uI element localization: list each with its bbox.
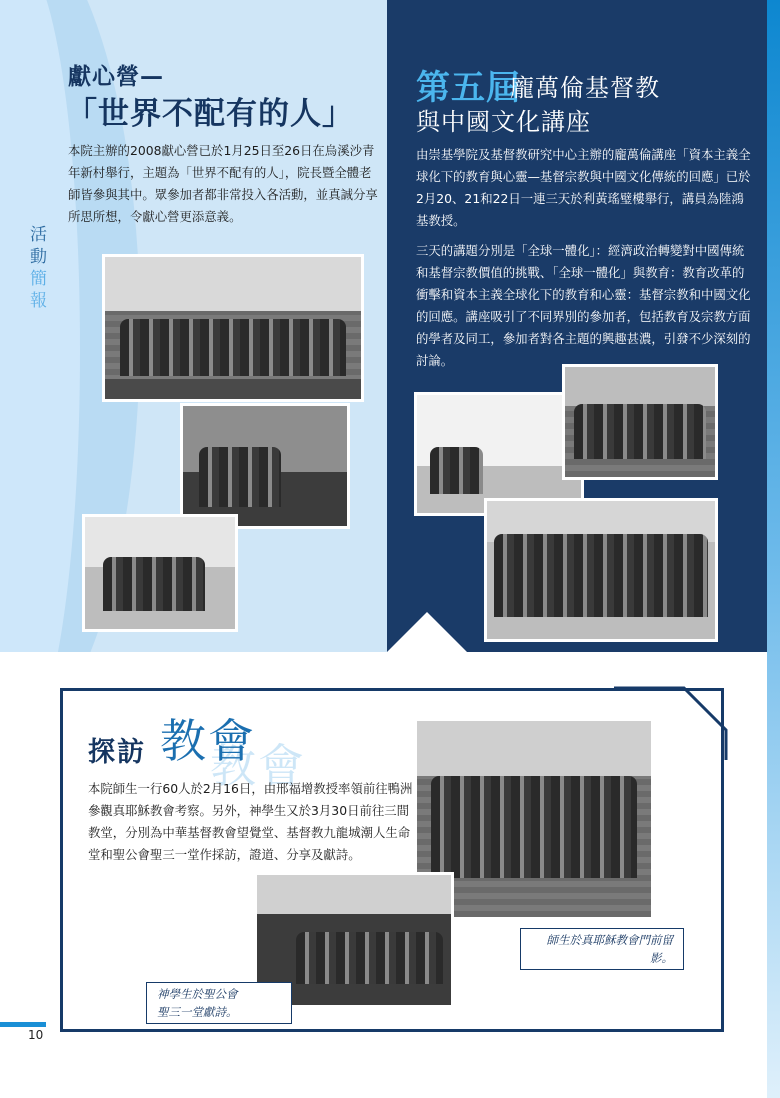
left-article-title-line2: 「世界不配有的人」	[66, 96, 354, 132]
section-side-label	[30, 224, 46, 312]
left-article-body: 本院主辦的2008獻心營已於1月25日至26日在烏溪沙青年新村舉行，主題為「世界不配有的人」，院長暨全體老師皆參與其中。眾參加者都非常投入各活動，並真誠分享所思所想，令獻心營更添意義。	[68, 143, 378, 224]
side-label-char: 簡	[30, 269, 47, 289]
page-number-rule	[0, 1022, 46, 1027]
church-photo-caption: 師生於真耶穌教會門前留影。	[520, 928, 684, 970]
side-label-char: 活	[30, 225, 47, 245]
right-article-paragraph: 三天的講題分別是「全球一體化」：經濟政治轉變對中國傳統和基督宗教價值的挑戰、「全球一體化」與教育：教育改革的衝擊和資本主義全球化下的教育和心靈：基督宗教和中國文化的回應。講座吸引了不同界別的參加者，包括教育及宗教方面的學者及同工，參加者對各主題的興趣甚濃，引發不少深刻的討論。	[416, 243, 751, 368]
decorative-wedge	[387, 612, 467, 652]
camp-chairs-photo	[82, 514, 238, 632]
lecture-group-photo	[484, 498, 718, 642]
right-article-title-rest: 龐萬倫基督教	[510, 74, 660, 102]
camp-group-photo	[102, 254, 364, 402]
camp-sharing-photo	[180, 403, 350, 529]
church-visit-title-shadow: 教會	[210, 739, 306, 793]
choir-photo-caption	[146, 982, 292, 1024]
right-article-title-line2: 與中國文化講座	[416, 108, 591, 136]
side-label-char: 動	[30, 247, 47, 267]
choir-caption-line: 神學生於聖公會	[157, 987, 238, 1001]
church-visit-title-part1: 探訪	[88, 737, 146, 768]
choir-caption-line: 聖三一堂獻詩。	[157, 1005, 238, 1019]
church-visit-body: 本院師生一行60人於2月16日，由邢福增教授率領前往鴨洲參觀真耶穌教會考察。另外，神學生又於3月30日前往三間教堂，分別為中華基督教會望覺堂、基督教九龍城潮人生命堂和聖公會聖三一堂作採訪，證道、分享及獻詩。	[88, 781, 413, 862]
right-article-paragraph: 由崇基學院及基督教研究中心主辦的龐萬倫講座「資本主義全球化下的教育與心靈—基督宗教與中國文化傳統的回應」已於2月20、21和22日一連三天於利黃瑤璧樓舉行，講員為陸鴻基教授。	[416, 147, 751, 228]
right-article-title-highlight: 第五屆	[416, 68, 521, 108]
page-number: 10	[28, 1028, 44, 1042]
right-article-body	[416, 144, 756, 380]
left-article-title-line1: 獻心營—	[68, 64, 164, 90]
side-label-char: 報	[30, 291, 47, 311]
page-edge-strip	[767, 0, 780, 1098]
lecture-audience-photo	[562, 364, 718, 480]
church-visit-title-part2: 教會	[160, 714, 256, 768]
